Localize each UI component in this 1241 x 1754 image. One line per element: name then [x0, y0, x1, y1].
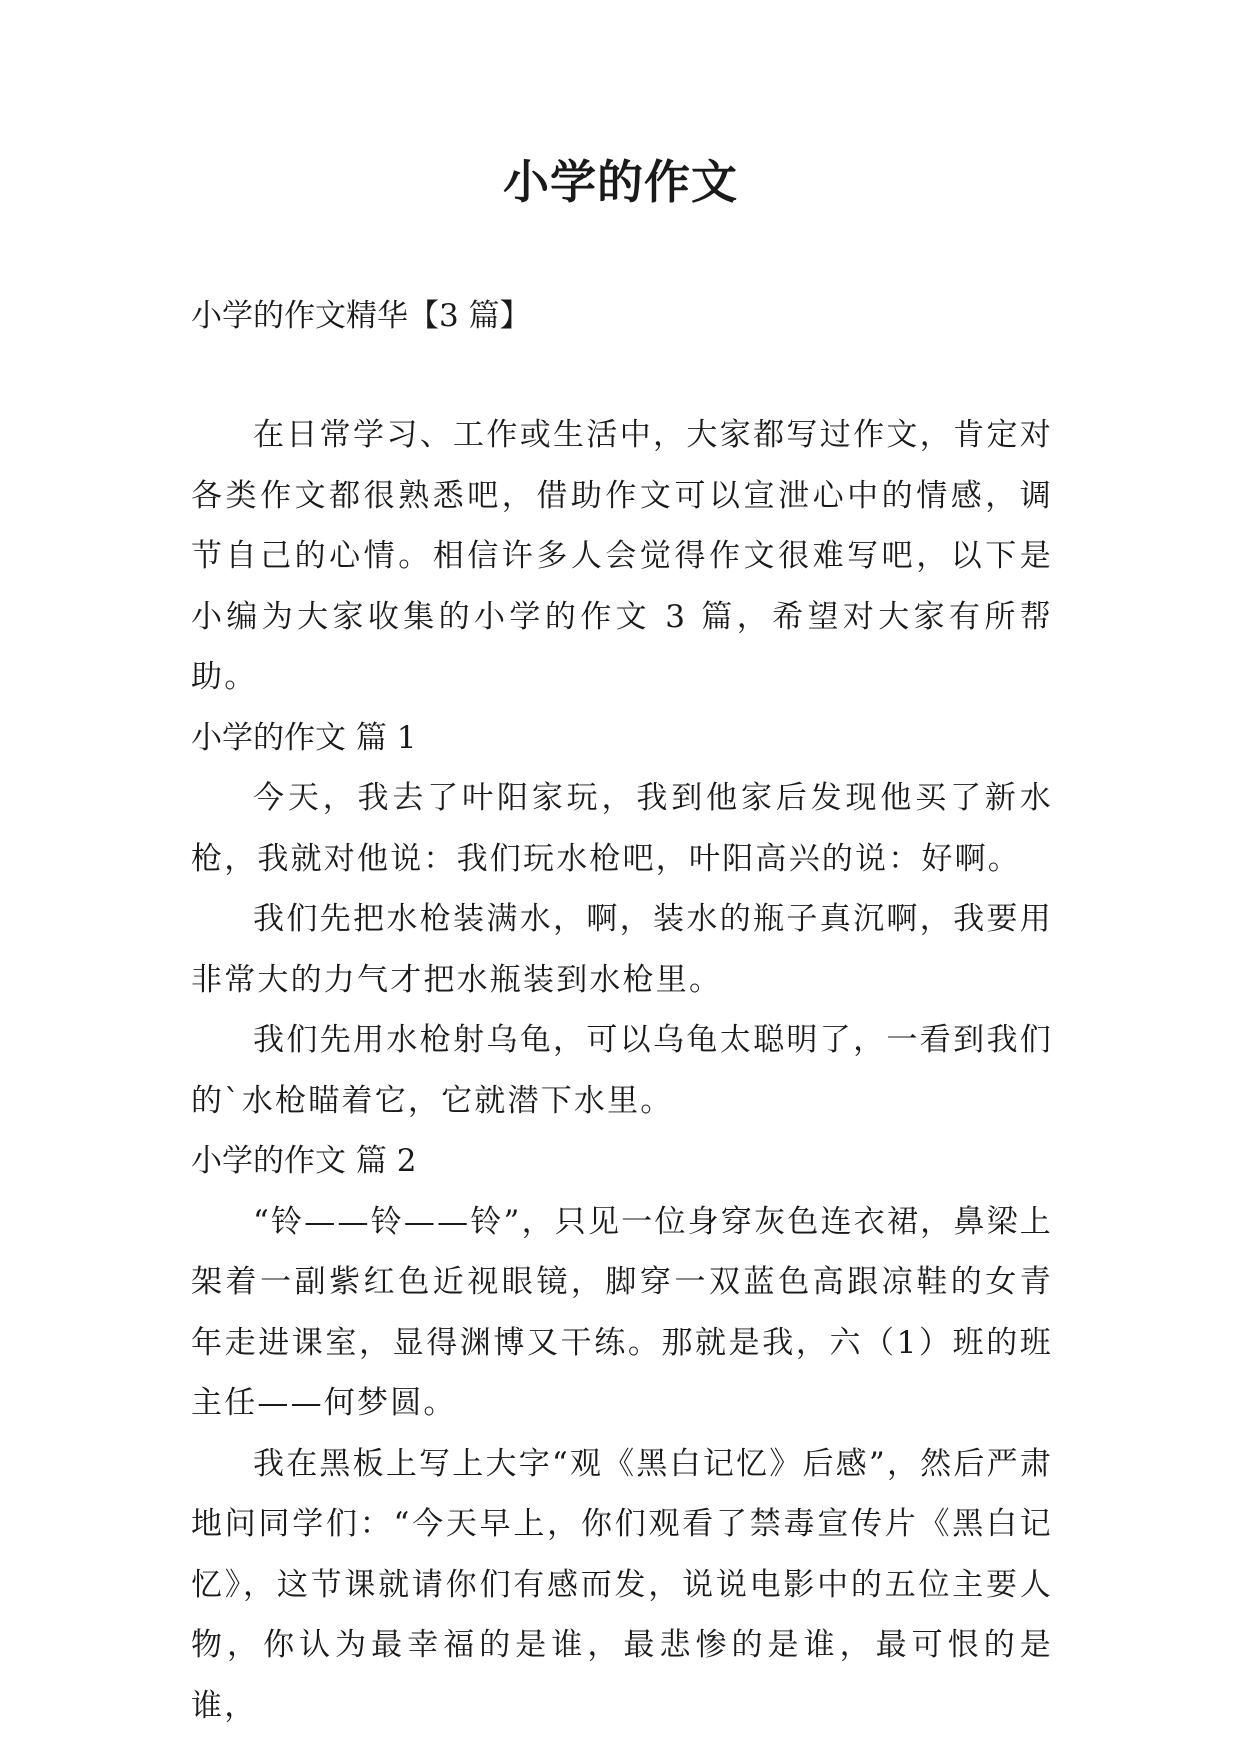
section-heading-2: 小学的作文 篇 2 — [191, 1143, 417, 1179]
section-1-paragraph-2: 我们先把水枪装满水，啊，装水的瓶子真沉啊，我要用非常大的力气才把水瓶装到水枪里。 — [191, 901, 1053, 998]
section-2-paragraph-1: “铃——铃——铃”，只见一位身穿灰色连衣裙，鼻梁上架着一副紫红色近视眼镜，脚穿一双蓝色高跟凉鞋的女青年走进课室，显得渊博又干练。那就是我，六（1）班的班主任——何梦圆。 — [191, 1203, 1053, 1421]
document-body — [191, 405, 1053, 1736]
section-1-paragraph-3: 我们先用水枪射乌龟，可以乌龟太聪明了，一看到我们的`水枪瞄着它，它就潜下水里。 — [191, 1022, 1053, 1119]
section-heading-1: 小学的作文 篇 1 — [191, 719, 417, 756]
document-title: 小学的作文 — [503, 155, 738, 209]
intro-paragraph: 在日常学习、工作或生活中，大家都写过作文，肯定对各类作文都很熟悉吧，借助作文可以宣泄心中的情感，调节自己的心情。相信许多人会觉得作文很难写吧，以下是小编为大家收集的小学的作文 3 篇，希望对大家有所帮助。 — [191, 417, 1053, 695]
section-1-paragraph-1: 今天，我去了叶阳家玩，我到他家后发现他买了新水枪，我就对他说：我们玩水枪吧，叶阳高兴的说：好啊。 — [191, 780, 1053, 877]
section-2-paragraph-2: 我在黑板上写上大字“观《黑白记忆》后感”，然后严肃地问同学们：“今天早上，你们观看了禁毒宣传片《黑白记忆》，这节课就请你们有感而发，说说电影中的五位主要人物，你认为最幸福的是谁，最悲惨的是谁，最可恨的是谁， — [191, 1445, 1053, 1724]
document-subtitle: 小学的作文精华【3 篇】 — [191, 298, 531, 334]
